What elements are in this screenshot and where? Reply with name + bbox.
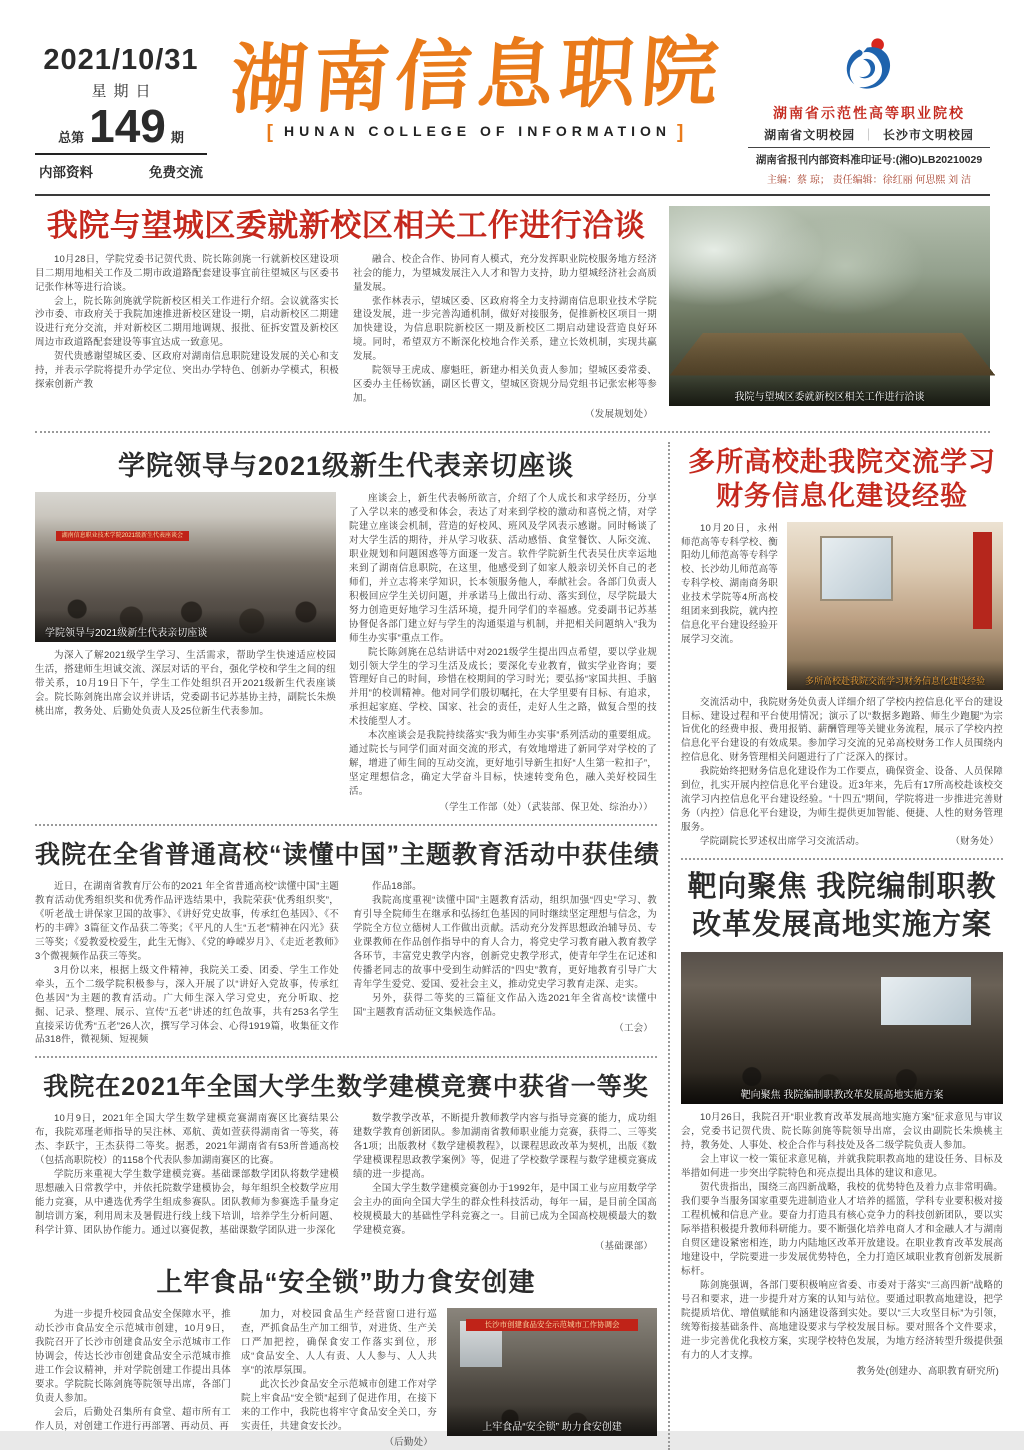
article-1-column-1 xyxy=(35,253,339,422)
article-5-photo xyxy=(681,952,1003,1104)
issue-block xyxy=(35,34,207,181)
paragraph: 张作林表示，望城区委、区政府将全力支持湖南信息职业技术学院建设发展，进一步完善沟通机制，做好对接服务，促推新校区项目一期加快建设，为信息职院新校区一期及新校区二期启动建设营造良好环境。同时，希望双方不断深化校地合作关系，建立长效机制，实现共赢发展。 xyxy=(353,295,657,363)
article-1-photo-caption: 我院与望城区委就新校区相关工作进行洽谈 xyxy=(669,374,990,406)
article-3-photo xyxy=(787,522,1003,690)
photo-red-banner xyxy=(973,532,992,629)
headline-line-2: 财务信息化建设经验 xyxy=(716,480,968,511)
article-1-photo xyxy=(669,206,990,406)
article-3-top-row xyxy=(681,522,1003,690)
civil-line xyxy=(748,126,990,148)
paragraph: 交流活动中，我院财务处负责人详细介绍了学校内控信息化平台的建设目标、建设过程和平台使用情况；演示了以“数据多跑路、师生少跑腿”为宗旨优化的经费申报、费用报销、薪酬管理等关键业务流程，展示了学校内控信息化平台建设的有效成果。参加学习交流的兄弟高校财务工作人员围绕内控信息化、财务管理相关问题进行了广泛深入的探讨。 xyxy=(681,696,1003,764)
paragraph: 融合、校企合作、协同育人模式，充分发挥职业院校服务地方经济社会的能力，为望城发展注入人才和智力支持，助力望城经济社会高质量发展。 xyxy=(353,253,657,293)
paragraph: 院领导王虎成、廖魁旺，新建办相关负责人参加；望城区委常委、区委办主任杨钦涵，副区长曹文，望城区资规分局党组书记张宏彬等参加。 xyxy=(353,365,657,405)
article-6-headline: 我院在2021年全国大学生数学建模竞赛中获省一等奖 xyxy=(43,1073,649,1102)
article-3-photo-caption: 多所高校赴我院交流学习财务信息化建设经验 xyxy=(787,660,1003,690)
article-3-narrow-column xyxy=(681,522,778,690)
paragraph: 会上，院长陈剑旄就学院新校区相关工作进行介绍。会议就落实长沙市委、市政府关于我院加速推进新校区建设一期，启动新校区二期建设进行充分交流，并对新校区二期用地调规、报批、征拆安置及新校区周边市政道路配套建设等事宜达成一致意见。 xyxy=(35,295,339,349)
paragraph: 会上审议一校一策征求意见稿，并就我院职教高地的建设任务、目标及举措如何进一步突出学院特色和亮点提出具体的建议和意见。 xyxy=(681,1154,1003,1180)
issue-number-row xyxy=(35,100,207,152)
paragraph: 座谈会上，新生代表畅所欲言，介绍了个人成长和求学经历，分享了入学以来的感受和体会，表达了对来到学校的激动和喜悦之情，对学院建立座谈会机制，营造的好校风、班风及学风表示感谢。同时畅谈了对大学生活的期待，并从学习收获、活动感悟、食堂餐饮、人际交流、职业规划和问题困惑等方面逐一发言。软件学院新生代表吴仕庆幸运地来到了湖南信息职院，在这里，他感受到了如家人般亲切关怀自己的老师们，并立志将来学知识，长本领服务他人，奉献社会。各部门负责人积极回应学生关切问题，并承诺马上做出行动、落实到位，尽学院最大努力创造更好地学习生活环境，提升同学们的幸福感。党委副书记苏基协督促各部门建立好与学生的沟通渠道与机制，并把相关问题纳入“我为师生办实事”重点工作。 xyxy=(349,493,657,644)
article-7-photo xyxy=(447,1308,657,1436)
article-3-last-line xyxy=(681,835,1003,849)
issue-note xyxy=(35,153,207,181)
headline-line-1: 多所高校赴我院交流学习 xyxy=(688,447,996,478)
weekday: 星期日 xyxy=(91,83,158,100)
article-3-bottom-text xyxy=(681,696,1003,849)
article-6-column-1 xyxy=(35,1112,339,1254)
article-2-body xyxy=(35,492,657,815)
civil-right: 长沙市文明校园 xyxy=(882,128,974,142)
paragraph: 贺代贵指出，围绕三高四新战略，我校的优势特色及着力点非常明确。我们要争当服务国家重要先进制造业人才培养的摇篮，学科专业要积极对接工程机械和信息产业。要奋力打造具有核心竞争力的科技创新团队，要以实际举措积极提升教师科研能力。要不断强化培养电商人才和金融人才与湖南自贸区建设紧密相连，助力内陆地区改革开放建设。在职业教育改革发展高地建设中，学院要进一步发展优势特色，全力打造区域职业教育创新发展新标杆。 xyxy=(681,1182,1003,1277)
honor-line: 湖南省示范性高等职业院校 xyxy=(773,105,965,121)
college-logo-icon xyxy=(838,36,900,94)
article-4 xyxy=(35,835,661,1047)
paragraph: 近日，在湖南省教育厅公布的2021 年全省普通高校“读懂中国”主题教育活动优秀组织奖和优秀作品评选结果中，我院荣获“优秀组织奖”，《听老战士讲保家卫国的故事》、《讲好党史故事，传承红色基因》、《不朽的丰碑》3篇征文作品获二等奖；《平凡的人生“五老”精神在闪光》获三等奖；《爱教爱校爱生，此生无悔》、《党的峥嵘岁月》、《走近老教师》3个微视频作品获三等奖。 xyxy=(35,881,339,962)
right-main-column xyxy=(668,442,1003,1449)
article-7-headline: 上牢食品“安全锁”助力食安创建 xyxy=(156,1266,536,1297)
header-rule xyxy=(35,194,990,196)
masthead-center xyxy=(207,26,748,144)
paragraph: 会后，后勤处召集所有食堂、超市所有工作人员，对创建工作进行再部署、再动员、再 xyxy=(35,1406,231,1432)
article-4-column-1 xyxy=(35,880,339,1047)
paragraph: 陈剑旄强调，各部门要积极响应省委、市委对于落实“三高四新”战略的号召和要求，进一步提升对方案的认知与站位。要通过职教高地建设，把学院提质培优、增值赋能和内涵建设落到实处。要以“三大攻坚目标”为引领，统筹衔接基础条件、高地建设要求与学校发展目标。要对照各个文件要求，进一步完善优化我校方案，实现学校特色发展，为地方经济转型升级提供强有力的人才支撑。 xyxy=(681,1279,1003,1361)
issue-note-right: 免费交流 xyxy=(149,164,203,180)
paragraph: 贺代贵感谢望城区委、区政府对湖南信息职院建设发展的关心和支持，并表示学院将提升办学定位、突出办学特色、创新办学模式，积极探索创新产教 xyxy=(35,351,339,391)
article-2-headline: 学院领导与2021级新生代表亲切座谈 xyxy=(117,451,575,482)
masthead-subtitle-en xyxy=(207,122,748,144)
photo-projector-screen xyxy=(822,538,891,598)
paragraph: 10月26日，我院召开“职业教育改革发展高地实施方案”征求意见与审议会，党委书记贺代贵、院长陈剑旄等院领导出席，会议由副院长朱焕桃主持，教务处、人事处、校企合作与科技处及各二级学院负责人参加。 xyxy=(681,1112,1003,1152)
article-3 xyxy=(681,446,1003,849)
article-3-headline xyxy=(681,446,1003,514)
paragraph: 为深入了解2021级学生学习、生活需求，帮助学生快速适应校园生活，搭建师生坦诚交流、深层对话的平台，强化学校和学生之间的纽带关系，10月19日下午，学生工作处组织召开2021级新生代表座谈会。院长陈剑旄出席会议并讲话，党委副书记苏基协主持，副院长朱焕桃出席，教务处、后勤处负责人及25位新生代表参加。 xyxy=(35,650,336,717)
paragraph: 院长陈剑旄在总结讲话中对2021级学生提出四点希望，要以学业规划引领大学生的学习生活及成长；要深化专业教育，做实学业咨询；要管理好自己的时间，珍惜在校期间的学习时光；要弘扬“家国共担、手脑并用”的校训精神。他对同学们殷切嘱托，在大学里要有目标、有追求，承担起家庭、学校、国家、社会的责任，走好人生之路，做复合型的技术技能型人才。 xyxy=(349,646,657,728)
paragraph: 10月20日，永州师范高等专科学校、衡阳幼儿师范高等专科学校、长沙幼儿师范高等专科学校、湖南商务职业技术学院等4所高校组团来到我院，就内控信息化平台建设经验开展学习交流。 xyxy=(681,522,779,646)
article-5-headline xyxy=(681,869,1003,944)
article-6-column-2 xyxy=(353,1112,657,1254)
article-5 xyxy=(681,869,1003,1378)
article-1-headline: 我院与望城区委就新校区相关工作进行洽谈 xyxy=(46,208,646,243)
headline-line-1: 靶向聚焦 我院编制职教 xyxy=(687,871,997,904)
paragraph: 本次座谈会是我院持续落实“我为师生办实事”系列活动的重要组成。通过院长与同学们面对面交流的形式，有效地增进了新同学对学校的了解，增进了师生间的互动交流，更好地引导新生扣好“人生第一粒扣子”，坚定理想信念，确定大学奋斗目标，快速转变角色，融入美好校园生活。 xyxy=(349,730,657,798)
section-divider xyxy=(681,858,1003,860)
issue-suffix: 期 xyxy=(170,130,184,145)
paragraph: 3月份以来，根据上级文件精神，我院关工委、团委、学生工作处牵头，五个二级学院积极参与，深入开展了以“讲好入党故事，传承红色基因”为主题的教育活动。广大师生深入学习党史，充分听取、挖掘、记录、整理、展示、宣传“五老”讲述的红色故事，共有253名学生直接采访优秀“五老”26人次，撰写学习体会、心得1919篇，收集征文作品318件，微视频、短视频 xyxy=(35,964,339,1046)
paragraph: 加力，对校园食品生产经营窗口进行巡查，严抓食品生产加工细节，对进货、生产关口严加把控，确保食安工作落实到位，形成“食品安全、人人有责、人人参与、人人共享”的浓厚氛围。 xyxy=(241,1308,437,1376)
article-1-column-2 xyxy=(353,253,657,422)
headline-line-2: 改革发展高地实施方案 xyxy=(691,908,992,941)
article-1-section xyxy=(35,206,990,422)
article-2-left-column xyxy=(35,492,336,815)
issue-prefix: 总第 xyxy=(58,130,85,145)
photo-projector-screen xyxy=(881,977,971,1026)
left-main-column xyxy=(35,442,668,1449)
publication-date: 2021/10/31 xyxy=(43,44,199,76)
paragraph: 此次长沙食品安全示范城市创建工作对学院上牢食品“安全锁”起到了促进作用，在接下来的工作中，我院也将牢守食品安全关口，夯实责任，共建食安长沙。 xyxy=(241,1378,437,1432)
article-2-photo xyxy=(35,492,336,642)
article-6-body xyxy=(35,1112,657,1254)
paragraph: 10月28日，学院党委书记贺代贵、院长陈剑旄一行就新校区建设项目二期用地相关工作及二期市政道路配套建设事宜前往望城区与区委书记张作林等进行洽谈。 xyxy=(35,253,339,293)
article-7-byline: （后勤处） xyxy=(384,1436,433,1448)
bracket-right-glyph: ] xyxy=(677,121,689,143)
masthead-title: 湖南信息职院 xyxy=(228,26,727,125)
section-divider xyxy=(35,431,990,433)
article-3-byline: （财务处） xyxy=(950,836,999,848)
article-4-headline: 我院在全省普通高校“读懂中国”主题教育活动中获佳绩 xyxy=(35,841,661,869)
article-4-byline: （工会） xyxy=(614,1022,653,1034)
masthead-right xyxy=(748,34,990,186)
article-7-body xyxy=(35,1308,657,1450)
photo-banner-text: 湖南信息职业技术学院2021级新生代表座谈会 xyxy=(56,531,188,541)
article-4-column-2 xyxy=(353,880,657,1047)
paragraph: 我院高度重视“读懂中国”主题教育活动，组织加强“四史”学习、教育引导全院师生在继承和弘扬红色基因的同时继续坚定理想与信念，为学院全方位立德树人工作做出贡献。活动充分发挥思想政治辅导员、专业课教师在作品创作指导中的育人合力，将党史学习教育融入教育教学各环节，丰富党史教学内容，创新党史教学形式，使青年学生在记述和传播老同志的故事中受到生动鲜活的“四史”教育，更好地教育引导广大青年学生爱党、爱国、爱社会主义，推动党史学习教育走深、走实。 xyxy=(353,894,657,990)
article-4-body xyxy=(35,880,657,1047)
article-6 xyxy=(35,1067,657,1254)
paragraph: 学院历来重视大学生数学建模竞赛。基础课部数学团队将数学建模思想融入日常教学中，并依托院数学建模协会，每年组织全校数学应用能力竞赛，从中遴选优秀学生组成参赛队。团队教师为参赛选手量身定制培训方案，利用周末及暑假进行线上线下培训，培养学生分析问题、科学计算、团队协作能力。通过以赛促教，基础课数学团队进一步深化 xyxy=(35,1169,339,1237)
issue-number: 149 xyxy=(89,100,166,152)
article-2-right-column xyxy=(349,492,657,815)
article-7 xyxy=(35,1262,657,1450)
paragraph: 我院始终把财务信息化建设作为工作要点，确保资金、设备、人员保障到位，扎实开展内控信息化平台建设。近3年来，先后有17所高校赴该校交流学习内控信息化平台建设经验。“十四五”期间，学院将进一步推进完善财务（内控）信息化平台建设，为师生提供更加智能、便捷、人性的财务管理服务。 xyxy=(681,766,1003,834)
article-1-body xyxy=(35,253,657,422)
paragraph: 10月9日，2021年全国大学生数学建模竞赛湖南赛区比赛结果公布，我院邓瑾老师指导的吴注林、邓航、黄如萱获得湖南省一等奖，蒋杰、李跃宇，王杰获得二等奖。据悉，2021年湖南省有53所普通高校（包括高职院校）的1158个代表队参加湖南赛区的比赛。 xyxy=(35,1113,339,1167)
article-2-intro xyxy=(35,649,336,719)
section-divider xyxy=(35,1056,657,1058)
paragraph: 另外，获得二等奖的三篇征文作品入选2021年全省高校“读懂中国”主题教育活动征文集候选作品。 xyxy=(353,992,657,1018)
article-5-photo-caption: 靶向聚焦 我院编制职教改革发展高地实施方案 xyxy=(681,1072,1003,1104)
article-7-photo-caption: 上牢食品“安全锁” 助力食安创建 xyxy=(447,1404,657,1436)
issue-note-left: 内部资料 xyxy=(39,164,93,180)
civil-left: 湖南省文明校园 xyxy=(764,128,856,142)
section-divider xyxy=(35,824,657,826)
editor-line: 主编：蔡 琼； 责任编辑：徐红丽 何思熙 刘 洁 xyxy=(767,175,971,186)
paragraph: 学院副院长罗述权出席学习交流活动。 xyxy=(700,836,865,848)
lower-sections xyxy=(35,442,1003,1449)
paragraph: 全国大学生数学建模竞赛创办于1992年，是中国工业与应用数学学会主办的面向全国大学生的群众性科技活动，每年一届，是目前全国高校规模最大的基础性学科竞赛之一。目前已成为全国高校规模最大的数学建模竞赛。 xyxy=(353,1183,657,1237)
article-1-byline: （发展规划处） xyxy=(585,409,653,421)
license-line: 湖南省报刊内部资料准印证号:(湘O)LB20210029 xyxy=(755,154,983,166)
paragraph: 数学教学改革，不断提升教师教学内容与指导竞赛的能力，成功组建数学教育创新团队。参加湖南省教师职业能力竞赛，获得二、三等奖各1项；出版教材《数学建模教程》，以课程思政改革为契机，出版《数学建模课程思政教学案例》等，促进了学校数学课程与数学建模竞赛成绩的进一步提高。 xyxy=(353,1113,657,1181)
article-2-photo-caption: 学院领导与2021级新生代表亲切座谈 xyxy=(35,610,336,642)
article-2 xyxy=(35,444,657,815)
article-5-byline: 教务处(创建办、高职教育研究所) xyxy=(856,1365,999,1377)
paragraph: 为进一步提升校园食品安全保障水平，推动长沙市食品安全示范城市创建，10月9日，我院召开了长沙市创建食品安全示范城市工作协调会，传达长沙市创建食品安全示范城市推进工作会议精神，并对学院创建工作提出具体要求。学院院长陈剑旄等院领导出席，各部门负责人参加。 xyxy=(35,1308,231,1404)
masthead-header xyxy=(35,26,990,186)
article-1 xyxy=(35,206,657,422)
article-7-column-1 xyxy=(35,1308,231,1450)
bracket-left-glyph: [ xyxy=(266,121,278,143)
masthead-en-text: HUNAN COLLEGE OF INFORMATION xyxy=(283,122,672,139)
paragraph: 作品18部。 xyxy=(372,881,422,892)
article-2-byline: （学生工作部（处）（武装部、保卫处、综治办）） xyxy=(439,802,653,814)
civil-separator: ｜ xyxy=(862,128,876,142)
photo-banner-text: 长沙市创建食品安全示范城市工作协调会 xyxy=(466,1319,638,1331)
article-6-byline: （基础课部） xyxy=(594,1241,653,1253)
article-7-column-2 xyxy=(241,1308,437,1450)
article-5-text xyxy=(681,1111,1003,1378)
